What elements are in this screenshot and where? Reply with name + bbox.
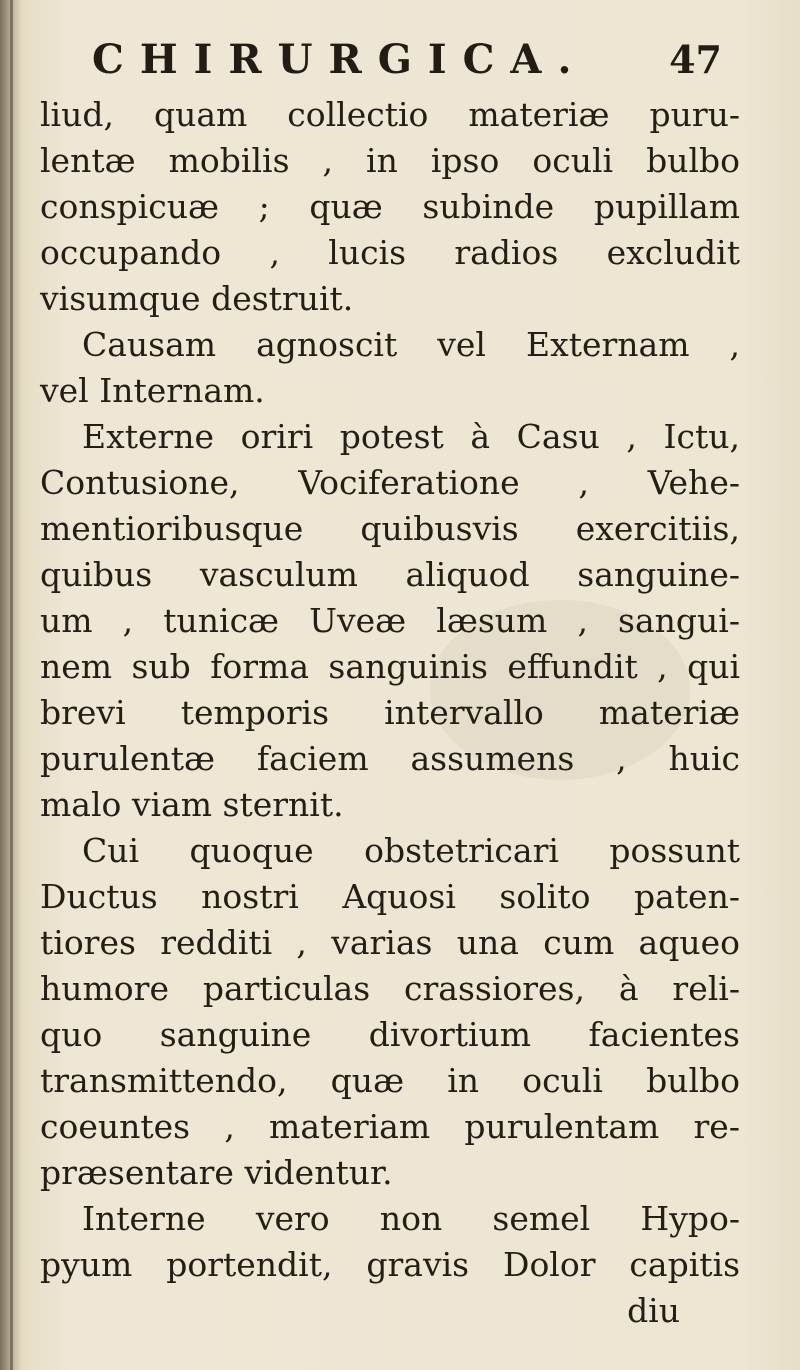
body-text	[40, 92, 740, 1334]
text-line: coeuntes , materiam purulentam re-	[40, 1107, 740, 1146]
text-line: tiores redditi , varias una cum aqueo	[40, 923, 740, 962]
text-line: quibus vasculum aliquod sanguine-	[40, 555, 740, 594]
text-line: humore particulas crassiores, à reli-	[40, 969, 740, 1008]
catchword: diu	[627, 1291, 680, 1330]
text-line: vel Internam.	[40, 371, 265, 410]
text-line: occupando , lucis radios excludit	[40, 233, 740, 272]
text-line: Externe oriri potest à Casu , Ictu,	[82, 417, 740, 456]
binding-edge	[10, 0, 13, 1370]
text-line: nem sub forma sanguinis effundit , qui	[40, 647, 740, 686]
text-line: pyum portendit, gravis Dolor capitis	[40, 1245, 740, 1284]
text-line: transmittendo, quæ in oculi bulbo	[40, 1061, 740, 1100]
running-head: CHIRURGICA.	[92, 36, 588, 83]
text-line: mentioribusque quibusvis exercitiis,	[40, 509, 740, 548]
text-line: Interne vero non semel Hypo-	[82, 1199, 740, 1238]
text-line: visumque destruit.	[40, 279, 354, 318]
text-line: Ductus nostri Aquosi solito paten-	[40, 877, 740, 916]
text-line: purulentæ faciem assumens , huic	[40, 739, 740, 778]
text-line: Cui quoque obstetricari possunt	[82, 831, 740, 870]
text-line: malo viam sternit.	[40, 785, 344, 824]
text-line: conspicuæ ; quæ subinde pupillam	[40, 187, 740, 226]
text-line: Causam agnoscit vel Externam ,	[82, 325, 740, 364]
page-number: 47	[669, 37, 722, 82]
text-line: Contusione, Vociferatione , Vehe-	[40, 463, 740, 502]
text-line: um , tunicæ Uveæ læsum , sangui-	[40, 601, 740, 640]
text-line: liud, quam collectio materiæ puru-	[40, 95, 740, 134]
text-line: quo sanguine divortium facientes	[40, 1015, 740, 1054]
page-header	[92, 30, 722, 90]
text-line: brevi temporis intervallo materiæ	[40, 693, 740, 732]
text-line: præsentare videntur.	[40, 1153, 393, 1192]
text-line: lentæ mobilis , in ipso oculi bulbo	[40, 141, 740, 180]
